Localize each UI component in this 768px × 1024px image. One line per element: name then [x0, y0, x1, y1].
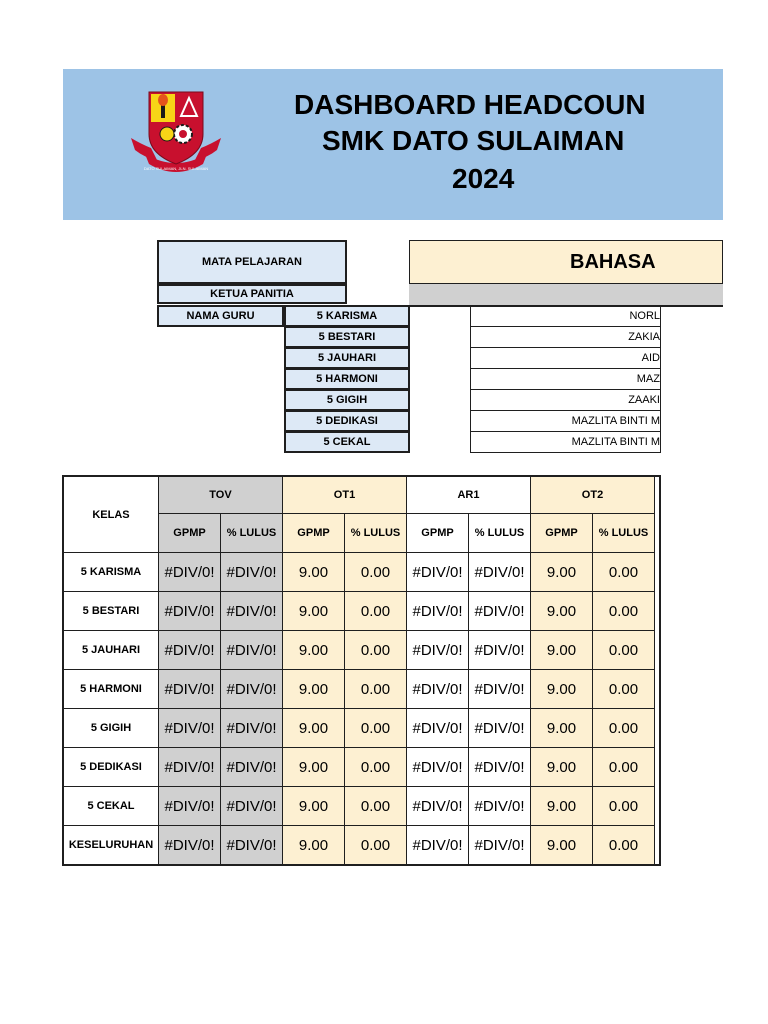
table-cell: #DIV/0!: [407, 592, 469, 631]
assignment-teacher: MAZLITA BINTI M: [470, 431, 661, 453]
table-cell: 9.00: [531, 553, 593, 592]
table-cell: 0.00: [345, 787, 407, 826]
table-cell: #DIV/0!: [221, 826, 283, 865]
head-value: [409, 284, 723, 305]
assignment-teacher: ZAKIA: [470, 326, 661, 348]
table-cell: 9.00: [531, 748, 593, 787]
page-title: DASHBOARD HEADCOUN: [294, 89, 646, 120]
table-cell: #DIV/0!: [159, 748, 221, 787]
table-cell: #DIV/0!: [407, 553, 469, 592]
assignment-class: 5 CEKAL: [284, 431, 410, 453]
table-cell: 9.00: [283, 748, 345, 787]
table-cell: 0.00: [593, 826, 655, 865]
row-kelas: KESELURUHAN: [64, 826, 159, 865]
kelas-header: KELAS: [64, 477, 159, 553]
assignment-class: 5 HARMONI: [284, 368, 410, 390]
table-cell: 0.00: [345, 670, 407, 709]
table-cell: 9.00: [531, 631, 593, 670]
table-cell: #DIV/0!: [159, 787, 221, 826]
table-cell: 9.00: [531, 787, 593, 826]
row-kelas: 5 JAUHARI: [64, 631, 159, 670]
table-cell: 9.00: [283, 553, 345, 592]
column-subheader: GPMP: [283, 514, 345, 553]
assignment-teacher-cell: [470, 347, 661, 369]
assignment-teacher-cell: [470, 410, 661, 432]
results-table: [62, 475, 661, 866]
assignment-class: 5 JAUHARI: [284, 347, 410, 369]
table-cell: #DIV/0!: [221, 553, 283, 592]
table-cell: #DIV/0!: [159, 553, 221, 592]
assignment-teacher: AID: [470, 347, 661, 369]
table-cell: #DIV/0!: [221, 670, 283, 709]
subject-label: MATA PELAJARAN: [157, 240, 347, 284]
subject-value: BAHASA: [409, 240, 723, 284]
table-cell: #DIV/0!: [407, 709, 469, 748]
table-cell: 0.00: [593, 592, 655, 631]
table-cell: 9.00: [283, 631, 345, 670]
table-cell: 0.00: [345, 631, 407, 670]
table-cell: #DIV/0!: [221, 709, 283, 748]
table-cell: #DIV/0!: [469, 553, 531, 592]
table-cell: #DIV/0!: [159, 592, 221, 631]
column-subheader: GPMP: [531, 514, 593, 553]
table-cell: #DIV/0!: [469, 748, 531, 787]
table-cell: 9.00: [531, 826, 593, 865]
row-kelas: 5 KARISMA: [64, 553, 159, 592]
table-cell: #DIV/0!: [159, 709, 221, 748]
table-cell: 0.00: [345, 709, 407, 748]
group-header: TOV: [159, 477, 283, 514]
table-cell: 9.00: [531, 709, 593, 748]
column-subheader: % LULUS: [593, 514, 655, 553]
table-cell: #DIV/0!: [469, 709, 531, 748]
table-cell: #DIV/0!: [221, 748, 283, 787]
table-cell: 0.00: [345, 748, 407, 787]
assignment-teacher: ZAAKI: [470, 389, 661, 411]
assignment-teacher-cell: [470, 389, 661, 411]
assignment-teacher-cell: [470, 431, 661, 453]
table-cell: 9.00: [283, 709, 345, 748]
assignment-class: 5 GIGIH: [284, 389, 410, 411]
table-cell: #DIV/0!: [407, 670, 469, 709]
table-cell: 0.00: [593, 709, 655, 748]
assignment-teacher: MAZLITA BINTI M: [470, 410, 661, 432]
table-cell: #DIV/0!: [159, 826, 221, 865]
column-subheader: % LULUS: [469, 514, 531, 553]
table-cell: 9.00: [531, 670, 593, 709]
table-cell: 0.00: [593, 553, 655, 592]
group-header: AR1: [407, 477, 531, 514]
table-cell: #DIV/0!: [159, 670, 221, 709]
table-cell: #DIV/0!: [221, 592, 283, 631]
page-subtitle: SMK DATO SULAIMAN: [322, 125, 625, 156]
column-subheader: % LULUS: [345, 514, 407, 553]
row-kelas: 5 CEKAL: [64, 787, 159, 826]
table-cell: #DIV/0!: [407, 787, 469, 826]
row-kelas: 5 BESTARI: [64, 592, 159, 631]
group-header: OT1: [283, 477, 407, 514]
table-cell: #DIV/0!: [469, 787, 531, 826]
table-cell: #DIV/0!: [469, 592, 531, 631]
table-cell: #DIV/0!: [407, 748, 469, 787]
assignment-teacher-cell: [470, 368, 661, 390]
table-cell: 9.00: [283, 670, 345, 709]
info-divider: [409, 305, 723, 307]
assignment-class: 5 BESTARI: [284, 326, 410, 348]
assignment-teacher-cell: [470, 305, 661, 327]
table-cell: 0.00: [593, 670, 655, 709]
table-cell: #DIV/0!: [469, 670, 531, 709]
row-kelas: 5 HARMONI: [64, 670, 159, 709]
subject-value-box: [409, 240, 723, 284]
column-subheader: GPMP: [159, 514, 221, 553]
header-title-block: [63, 88, 723, 208]
assignment-teacher-cell: [470, 326, 661, 348]
table-cell: 9.00: [531, 592, 593, 631]
table-cell: 0.00: [345, 826, 407, 865]
teacher-label: NAMA GURU: [157, 305, 284, 327]
table-cell: #DIV/0!: [407, 826, 469, 865]
table-cell: #DIV/0!: [407, 631, 469, 670]
table-cell: #DIV/0!: [469, 631, 531, 670]
table-cell: #DIV/0!: [221, 787, 283, 826]
table-cell: 0.00: [345, 592, 407, 631]
column-subheader: GPMP: [407, 514, 469, 553]
table-cell: 9.00: [283, 826, 345, 865]
table-cell: #DIV/0!: [469, 826, 531, 865]
assignment-class: 5 KARISMA: [284, 305, 410, 327]
table-cell: 0.00: [593, 787, 655, 826]
assignment-teacher: MAZ: [470, 368, 661, 390]
row-kelas: 5 GIGIH: [64, 709, 159, 748]
table-cell: 9.00: [283, 592, 345, 631]
head-label: KETUA PANITIA: [157, 284, 347, 304]
row-kelas: 5 DEDIKASI: [64, 748, 159, 787]
table-cell: 0.00: [345, 553, 407, 592]
page-year: 2024: [452, 163, 515, 194]
table-cell: 9.00: [283, 787, 345, 826]
assignment-teacher: NORL: [470, 305, 661, 327]
column-subheader: % LULUS: [221, 514, 283, 553]
table-cell: #DIV/0!: [159, 631, 221, 670]
table-cell: #DIV/0!: [221, 631, 283, 670]
table-cell: 0.00: [593, 631, 655, 670]
assignment-class: 5 DEDIKASI: [284, 410, 410, 432]
logo-text: DATO SULAIMAN, JLN. SULAIMAN: [143, 166, 209, 171]
group-header: OT2: [531, 477, 655, 514]
table-cell: 0.00: [593, 748, 655, 787]
